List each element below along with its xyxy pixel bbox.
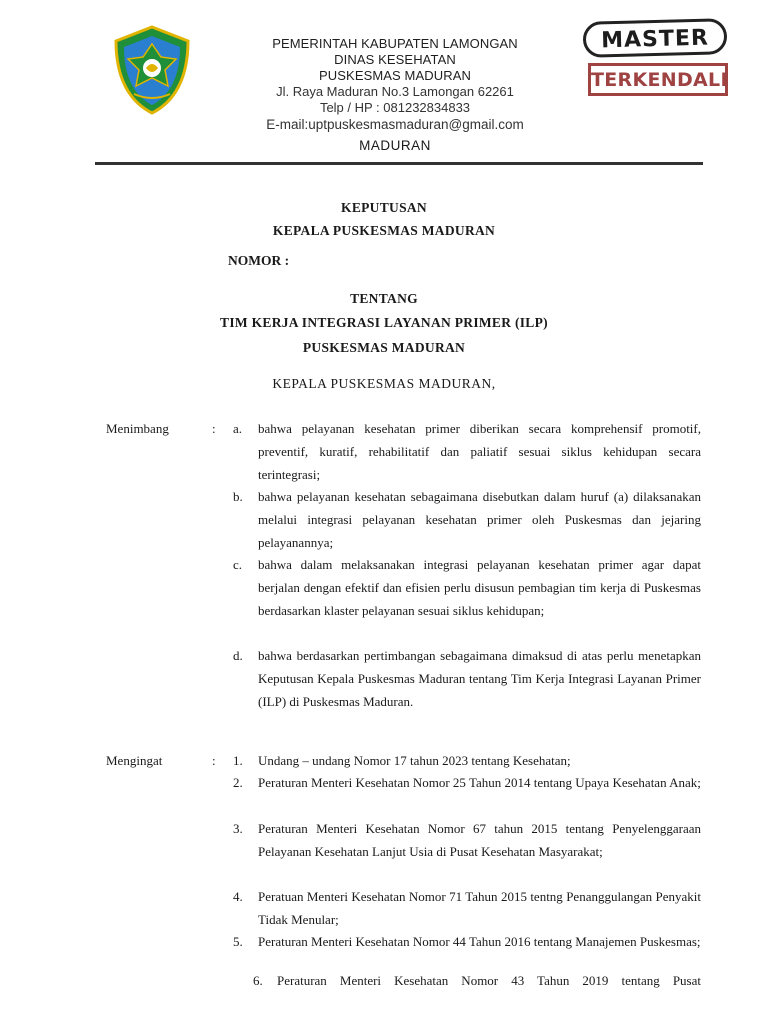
agency-name: DINAS KESEHATAN (334, 52, 456, 67)
address: Jl. Raya Maduran No.3 Lamongan 62261 (276, 84, 514, 99)
list-item: Undang – undang Nomor 17 tahun 2023 tentang Kesehatan; (258, 753, 571, 768)
decree-issuer-heading: KEPALA PUSKESMAS MADURAN (272, 223, 496, 238)
terkendali-stamp: TERKENDALI (588, 63, 728, 96)
list-marker: 5. (233, 934, 243, 949)
list-item: bahwa dalam melaksanakan integrasi pelayanan kesehatan primer agar dapat berjalan dengan efektif dan efisien perlu disusun pembagian tim kerja di Puskesmas berdasarkan klaster pelayanan sesuai siklus kehidupan; (258, 557, 701, 618)
city-name: MADURAN (359, 138, 431, 153)
list-marker: 1. (233, 753, 243, 768)
decree-heading: KEPUTUSAN (341, 200, 427, 215)
list-marker: d. (233, 648, 243, 663)
list-marker: 4. (233, 889, 243, 904)
institution-name: PUSKESMAS MADURAN (319, 68, 471, 83)
section-label: Menimbang (106, 421, 169, 436)
list-marker: b. (233, 489, 243, 504)
list-item: Peraturan Menteri Kesehatan Nomor 25 Tahun 2014 tentang Upaya Kesehatan Anak; (258, 775, 701, 790)
issuer-line: KEPALA PUSKESMAS MADURAN, (272, 376, 496, 391)
decree-number: NOMOR : (228, 253, 290, 268)
section-colon: : (212, 753, 216, 768)
section-colon: : (212, 421, 216, 436)
phone: Telp / HP : 081232834833 (319, 100, 471, 115)
decree-subject: TIM KERJA INTEGRASI LAYANAN PRIMER (ILP) (220, 315, 548, 330)
list-item: Peraturan Menteri Kesehatan Nomor 43 Tahun 2019 tentang Pusat (277, 973, 701, 988)
government-name: PEMERINTAH KABUPATEN LAMONGAN (272, 36, 518, 51)
list-marker: c. (233, 557, 243, 572)
list-marker: 2. (233, 775, 243, 790)
email: E-mail:uptpuskesmasmaduran@gmail.com (266, 117, 524, 132)
list-item: bahwa pelayanan kesehatan sebagaimana disebutkan dalam huruf (a) dilaksanakan melalui integrasi pelayanan kesehatan primer oleh Puskesmas dan jejaring pelayanannya; (258, 489, 701, 550)
section-label: Mengingat (106, 753, 163, 768)
regency-emblem-icon (112, 24, 192, 116)
list-marker: 6. (253, 973, 263, 988)
list-item: bahwa pelayanan kesehatan primer diberikan secara komprehensif promotif, preventif, kuratif, rehabilitatif dan paliatif sesuai siklus kehidupan secara terintegrasi; (258, 421, 701, 482)
decree-subject-place: PUSKESMAS MADURAN (302, 340, 466, 355)
list-item: Peratuan Menteri Kesehatan Nomor 71 Tahun 2015 tentng Penanggulangan Penyakit Tidak Menular; (258, 889, 701, 927)
list-item: bahwa berdasarkan pertimbangan sebagaimana dimaksud di atas perlu menetapkan Keputusan Kepala Puskesmas Maduran tentang Tim Kerja Integrasi Layanan Primer (ILP) di Puskesmas Maduran. (258, 648, 701, 709)
list-item: Peraturan Menteri Kesehatan Nomor 67 tahun 2015 tentang Penyelenggaraan Pelayanan Kesehatan Lanjut Usia di Pusat Kesehatan Masyarakat; (258, 821, 701, 859)
list-item: Peraturan Menteri Kesehatan Nomor 44 Tahun 2016 tentang Manajemen Puskesmas; (258, 934, 701, 949)
list-marker: a. (233, 421, 243, 436)
letterhead-divider (95, 162, 703, 165)
tentang-heading: TENTANG (350, 291, 418, 306)
master-stamp: MASTER (583, 18, 728, 58)
list-marker: 3. (233, 821, 243, 836)
letterhead (230, 36, 560, 156)
